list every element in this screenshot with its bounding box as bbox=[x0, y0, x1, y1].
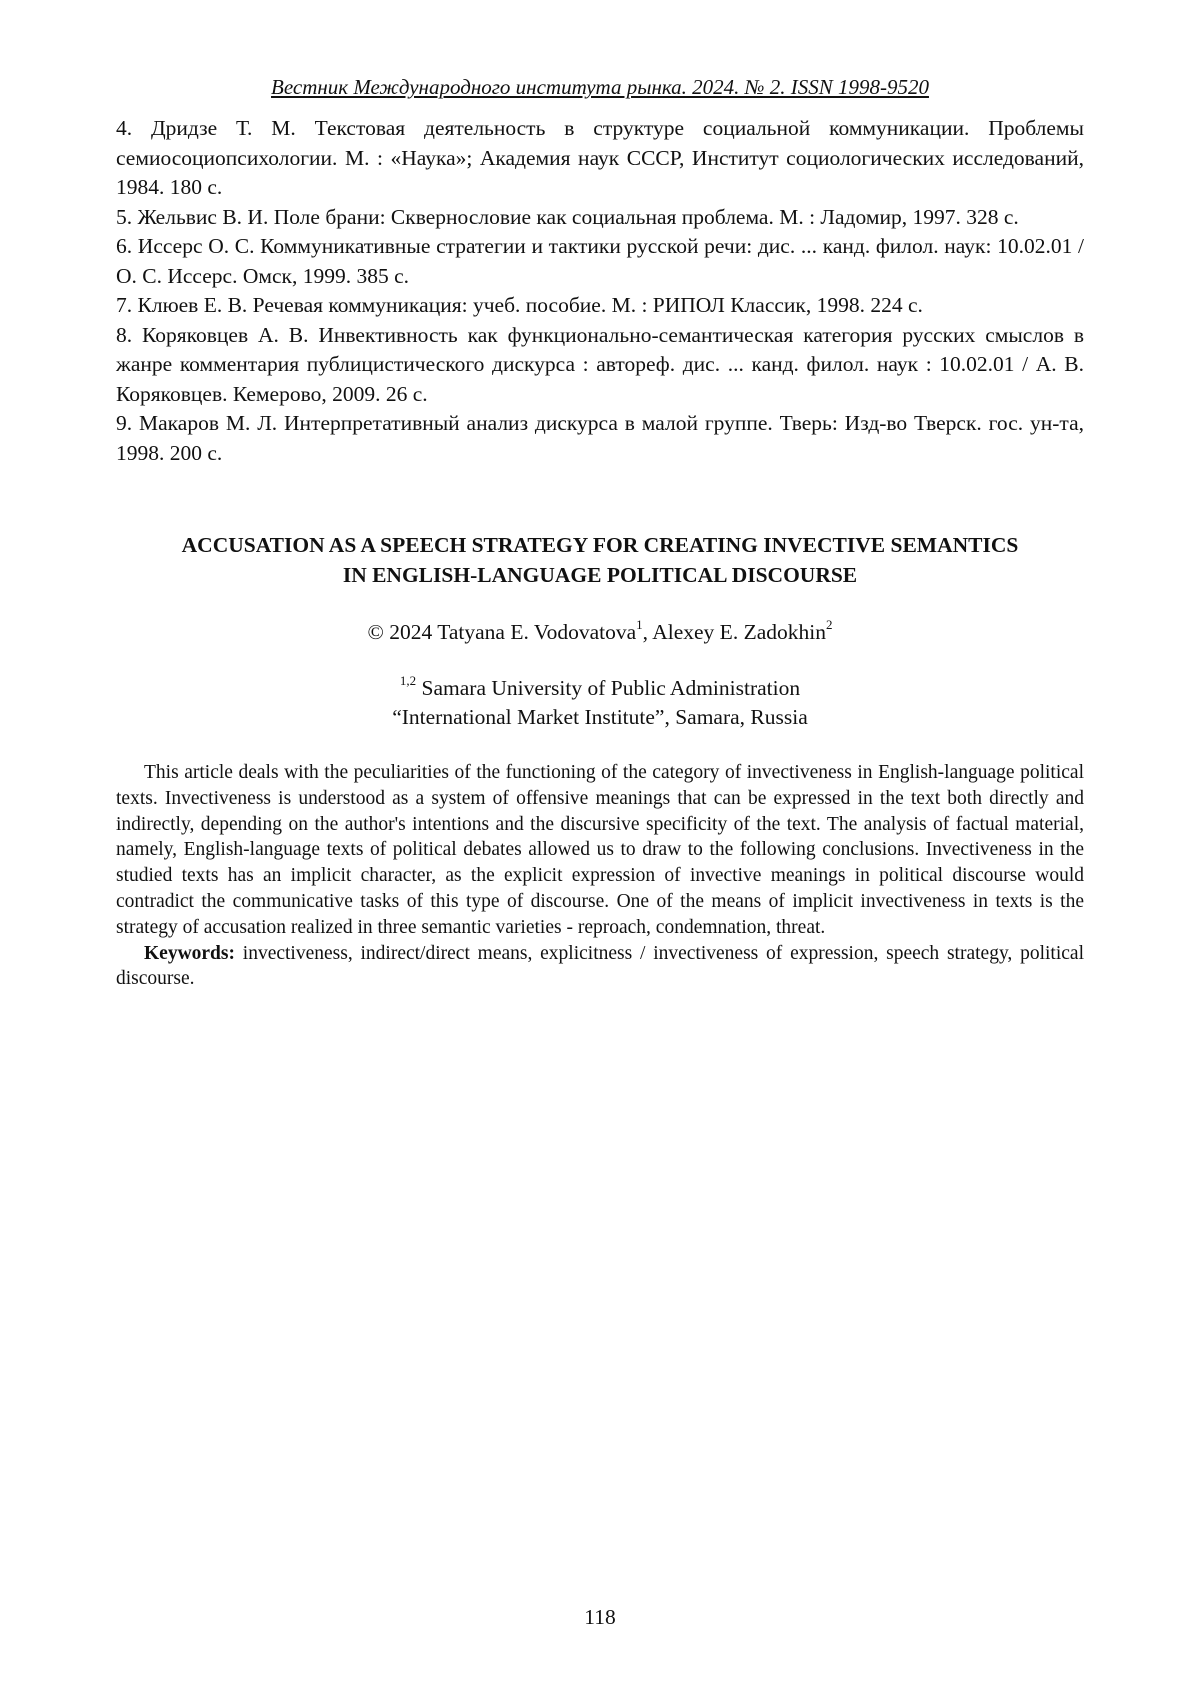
reference-item: 7. Клюев Е. В. Речевая коммуникация: учеб. пособие. М. : РИПОЛ Классик, 1998. 224 с. bbox=[116, 291, 1084, 321]
page-number: 118 bbox=[0, 1604, 1200, 1630]
reference-item: 4. Дридзе Т. М. Текстовая деятельность в структуре социальной коммуникации. Проблемы семиосоциопсихологии. М. : «Наука»; Академия наук СССР, Институт социологических исследований, 1984. 180 с. bbox=[116, 114, 1084, 203]
abstract-text: This article deals with the peculiarities of the functioning of the category of invectiveness in English-language political texts. Invectiveness is understood as a system of offensive meanings that can be expressed in the text both directly and indirectly, depending on the author's intentions and the discursive specificity of the text. The analysis of factual material, namely, English-language texts of political debates allowed us to draw to the following conclusions. Invectiveness in the studied texts has an implicit character, as the explicit expression of invective meanings in political discourse would contradict the communicative tasks of this type of discourse. One of the means of implicit invectiveness in texts is the strategy of accusation realized in three semantic varieties - reproach, condemnation, threat. bbox=[116, 760, 1084, 941]
reference-item: 9. Макаров М. Л. Интерпретативный анализ дискурса в малой группе. Тверь: Изд-во Тверск. гос. ун-та, 1998. 200 с. bbox=[116, 409, 1084, 468]
reference-item: 5. Жельвис В. И. Поле брани: Сквернословие как социальная проблема. М. : Ладомир, 1997. 328 с. bbox=[116, 203, 1084, 233]
author-second: , Alexey E. Zadokhin bbox=[643, 620, 826, 644]
running-header: Вестник Международного института рынка. 2024. № 2. ISSN 1998-9520 bbox=[0, 74, 1200, 100]
abstract-block bbox=[116, 760, 1084, 992]
reference-item: 6. Иссерс О. С. Коммуникативные стратегии и тактики русской речи: дис. ... канд. филол. наук: 10.02.01 / О. С. Иссерс. Омск, 1999. 385 с. bbox=[116, 232, 1084, 291]
affiliation-line2: “International Market Institute”, Samara, Russia bbox=[0, 703, 1200, 732]
affiliation-marker: 1,2 bbox=[400, 673, 416, 688]
author-line bbox=[0, 618, 1200, 646]
article-title-line1: ACCUSATION AS A SPEECH STRATEGY FOR CREATING INVECTIVE SEMANTICS bbox=[110, 530, 1090, 560]
reference-item: 8. Коряковцев А. В. Инвективность как функционально-семантическая категория русских смыслов в жанре комментария публицистического дискурса : автореф. дис. ... канд. филол. наук : 10.02.01 / А. В. Коряковцев. Кемерово, 2009. 26 с. bbox=[116, 321, 1084, 410]
affiliation bbox=[0, 674, 1200, 732]
author-first: © 2024 Tatyana E. Vodovatova bbox=[368, 620, 637, 644]
keywords-text: invectiveness, indirect/direct means, explicitness / invectiveness of expression, speech strategy, political discourse. bbox=[116, 943, 1084, 990]
reference-list bbox=[116, 114, 1084, 468]
article-title bbox=[110, 530, 1090, 590]
author-second-affil-marker: 2 bbox=[826, 617, 833, 632]
affiliation-line1: Samara University of Public Administration bbox=[416, 676, 800, 700]
article-title-line2: IN ENGLISH-LANGUAGE POLITICAL DISCOURSE bbox=[110, 560, 1090, 590]
author-first-affil-marker: 1 bbox=[636, 617, 643, 632]
keywords-label: Keywords: bbox=[144, 943, 235, 964]
keywords-paragraph bbox=[116, 941, 1084, 993]
